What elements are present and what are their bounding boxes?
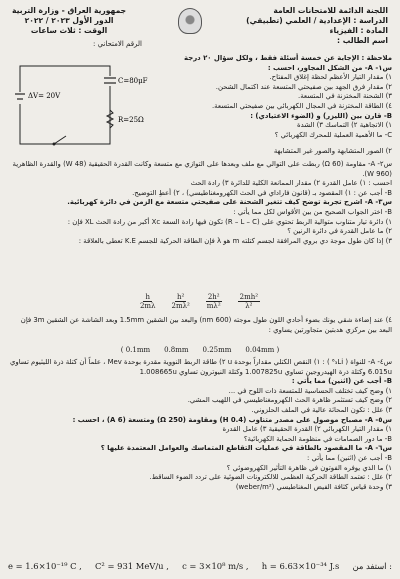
question-line: ٣) وحدة قياس كثافة الفيض المغناطيسي (weber/m²) bbox=[235, 482, 392, 491]
header-line: المادة : الفيزياء bbox=[329, 26, 388, 35]
question-line: ١) مقدار التيار الأعظم لحظة إغلاق المفتاح. bbox=[269, 73, 392, 82]
question-line: ٣) الشحنة المختزنة في المتسعة. bbox=[298, 92, 392, 101]
option-fraction: $\frac{\text{2h²}}{\text{mλ²}}$ bbox=[206, 293, 221, 310]
question-1 bbox=[182, 54, 392, 140]
question-line: س٢- A- مقاومة (60 Ω) ربطت على التوالي مع ملف وبعدها على التوازي مع متسعة وكانت القدرة الحقيقية (48 W) والقدرة الظاهرية (960 W). bbox=[12, 160, 392, 178]
question-line: ٤) الطاقة المختزنة في المجال الكهربائي بين صفيحتي المتسعة. bbox=[211, 101, 392, 110]
question-2-3 bbox=[8, 160, 392, 246]
constants-footer bbox=[8, 561, 392, 571]
question-line: ١) ما الذي يوفره الفوتون في ظاهرة التأثير الكهروضوئي ؟ bbox=[226, 463, 392, 472]
header-left bbox=[12, 6, 126, 36]
question-line: س٥- A- مصباح موصول على مصدر متناوب (0.4 H) ومقاومة (250 Ω) ومتسعة (6 A) ، احسب : bbox=[72, 415, 392, 424]
question-line: ٢) الصور المتشابهة والصور غير المتشابهة bbox=[273, 147, 392, 155]
question-line: ١) دائرة تيار متناوب متوالية الربط تحتوي على (R – L – C) تكون فيها رادة السعة Xc أكبر من رادة الحث XL فإن : bbox=[67, 217, 392, 226]
question-1-tail bbox=[8, 147, 392, 157]
resistor-label: R=25Ω bbox=[118, 116, 144, 124]
exam-header bbox=[8, 4, 392, 54]
option-fraction: $\frac{h}{2m\lambda}$ bbox=[139, 293, 156, 310]
question-line: ٣) إذا كان طول موجة دي بروي المرافقة لجسم كتلته m هو λ فإن الطاقة الحركية للجسم K.E تعطى بالعلاقة : bbox=[78, 236, 392, 245]
header-right bbox=[246, 6, 388, 46]
question-3-tail bbox=[8, 316, 392, 335]
question-line: B- أجب عن (اثنين) مما يأتي : bbox=[306, 453, 392, 462]
header-line: الدور الأول ٢٠٢٣ / ٢٠٢٢ bbox=[24, 16, 114, 25]
question-4-6 bbox=[8, 358, 392, 492]
capacitor-label: C=80μF bbox=[118, 77, 148, 85]
ministry-logo-icon bbox=[178, 8, 202, 34]
question-line: B- اختر الجواب الصحيح من بين الأقواس لكل مما يأتي : bbox=[233, 207, 392, 216]
voltage-label: ΔV= 20V bbox=[28, 92, 61, 100]
question-line: ٢) مقدار فرق الجهد بين صفيحتي المتسعة عند اكتمال الشحن. bbox=[215, 82, 392, 91]
circuit-diagram bbox=[14, 56, 174, 156]
question-line: ٣) علل : تكون المحاثة عالية في الملف الحلزوني. bbox=[251, 405, 392, 414]
question-line: ٢) وضح كيف تستثمر ظاهرة الحث الكهرومغناطيسي في اللهيب المشي. bbox=[187, 396, 392, 405]
constants-label: استفد من : bbox=[352, 561, 392, 571]
question-line: B- أجب عن : ١) المقصود بـ (قانون فاراداي في الحث الكهرومغناطيسي) ، ٢) أعطِ التوضيح. bbox=[132, 188, 392, 197]
option-fraction: $\frac{\text{h²}}{\text{2mλ²}}$ bbox=[171, 293, 190, 310]
header-line: الوقت : ثلاث ساعات bbox=[30, 26, 108, 35]
question-line: B- ما دور الصمامات في منظومة الحماية الكهربائية؟ bbox=[243, 434, 392, 443]
question-line: ٢) ما عامل القدرة في دائرة الرنين ؟ bbox=[287, 227, 392, 236]
constant-e: e = 1.6×10⁻¹⁹ C , bbox=[8, 561, 82, 571]
question-line: ١) وضح كيف تختلف الحساسية للمتسعة ذات اللوح في ... bbox=[228, 386, 392, 395]
constant-c: c = 3×10⁸ m/s , bbox=[182, 561, 249, 571]
question-line: س١- A- من الشكل المجاور، احسب : bbox=[267, 63, 392, 72]
constant-h: h = 6.63×10⁻³⁴ J.s bbox=[261, 561, 340, 571]
question-line: ١) مقدار التيار الكهربائي ٢) القدرة الحقيقية ٣) عامل القدرة bbox=[222, 425, 392, 434]
question-line: ١) الاتجاهية ٢) التماسك ٣) الشدة bbox=[296, 121, 392, 130]
question-line: ٢) علل : تعتمد الطاقة الحركية العظمى للالكترونات الضوئية على تردد الضوء الساقط. bbox=[149, 473, 392, 482]
header-line: اسم الطالب : bbox=[337, 36, 388, 45]
question-line: احسب : ١) عامل القدرة ٢) مقدار الممانعة الكلية للدائرة ٣) رادة الحث bbox=[190, 179, 392, 188]
question-line: س٣- A- اشرح تجربة توضح كيف تتغير الشحنة على صفيحتي متسعة مع الزمن في دائرة كهربائية. bbox=[67, 198, 392, 207]
header-line: جمهورية العراق - وزارة التربية bbox=[12, 6, 127, 15]
question-line: ٤) عند إضاءة شقي يونك بضوء أحادي اللون طول موجته (600 nm) والبعد بين الشقين 1.5mm وبعد الشاشة عن الشقين 3m فإن البعد بين مركزي هدبتين متجاورتين يساوي : bbox=[20, 316, 392, 334]
note-line: ملاحظة : الإجابة عن خمسة أسئلة فقط ، ولكل سؤال ٢٠ درجة bbox=[184, 54, 392, 62]
exam-number-label: الرقم الامتحاني : bbox=[93, 40, 142, 48]
question-line: C- ما الأهمية العملية للمحرك الكهربائي ؟ bbox=[274, 130, 392, 139]
header-line: اللجنة الدائمة للامتحانات العامة bbox=[273, 6, 388, 15]
question-line: س٦- A- ما المقصود بالطاقة في عمليات التقاطع المتماسك والعوامل المعتمدة عليها ؟ bbox=[100, 444, 392, 453]
question-line: B- أجب عن (اثنين) مما يأتي : bbox=[291, 377, 392, 386]
distance-options: ( 0.1mm 0.8mm 0.25mm 0.04mm ) bbox=[120, 346, 280, 354]
header-line: الدراسة : الإعدادية / العلمي (تطبيقي) bbox=[246, 16, 388, 25]
question-line: س٤- A- للنواة ( ⁶₃Li ) : ١) النقص الكتلي مقداراً بوحدة u ٢) طاقة الربط النووية مقدرة بوحدة Mev ، علماً أن كتلة ذرة الليثيوم تساوي 6.015u وكتلة ذرة الهيدروجين تساوي 1.007825u وكتلة النيوترون تساوي 1.008665u bbox=[9, 358, 392, 376]
kinetic-energy-options bbox=[40, 293, 360, 310]
question-line: B- قارن بين (الليزر) و (الضوء الاعتيادي) : bbox=[250, 111, 392, 120]
constant-c2: C² = 931 MeV/u , bbox=[95, 561, 169, 571]
option-fraction: $\frac{\text{2mh²}}{\text{λ²}}$ bbox=[239, 293, 259, 310]
